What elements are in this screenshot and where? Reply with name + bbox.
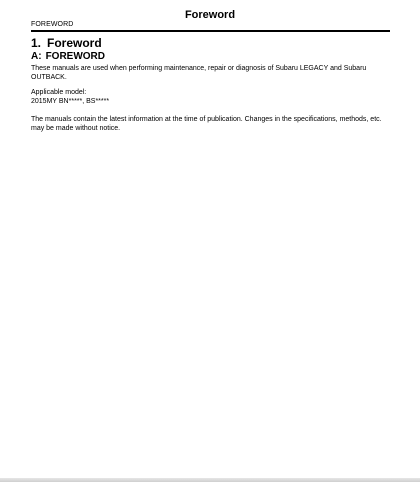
notice-paragraph: The manuals contain the latest information at the time of publication. Changes in the specifications, methods, etc. may be made without notice. — [31, 116, 382, 132]
chapter-number: 1. — [31, 36, 42, 50]
intro-paragraph: These manuals are used when performing maintenance, repair or diagnosis of Subaru LEGACY and Subaru OUTBACK. — [31, 65, 367, 81]
page-bottom-edge — [0, 478, 420, 482]
page-header-title: Foreword — [184, 9, 236, 21]
chapter-title: Foreword — [47, 36, 102, 50]
subsection-title: FOREWORD — [45, 51, 106, 62]
subsection-heading — [31, 51, 105, 63]
header-rule — [31, 30, 390, 32]
section-tag: FOREWORD — [31, 21, 74, 28]
chapter-heading — [31, 36, 102, 50]
applicable-model-block — [31, 89, 393, 106]
subsection-letter: A: — [31, 51, 42, 62]
applicable-model-value: 2015MY BN*****, BS***** — [31, 97, 110, 105]
applicable-model-label: Applicable model: — [31, 89, 87, 96]
